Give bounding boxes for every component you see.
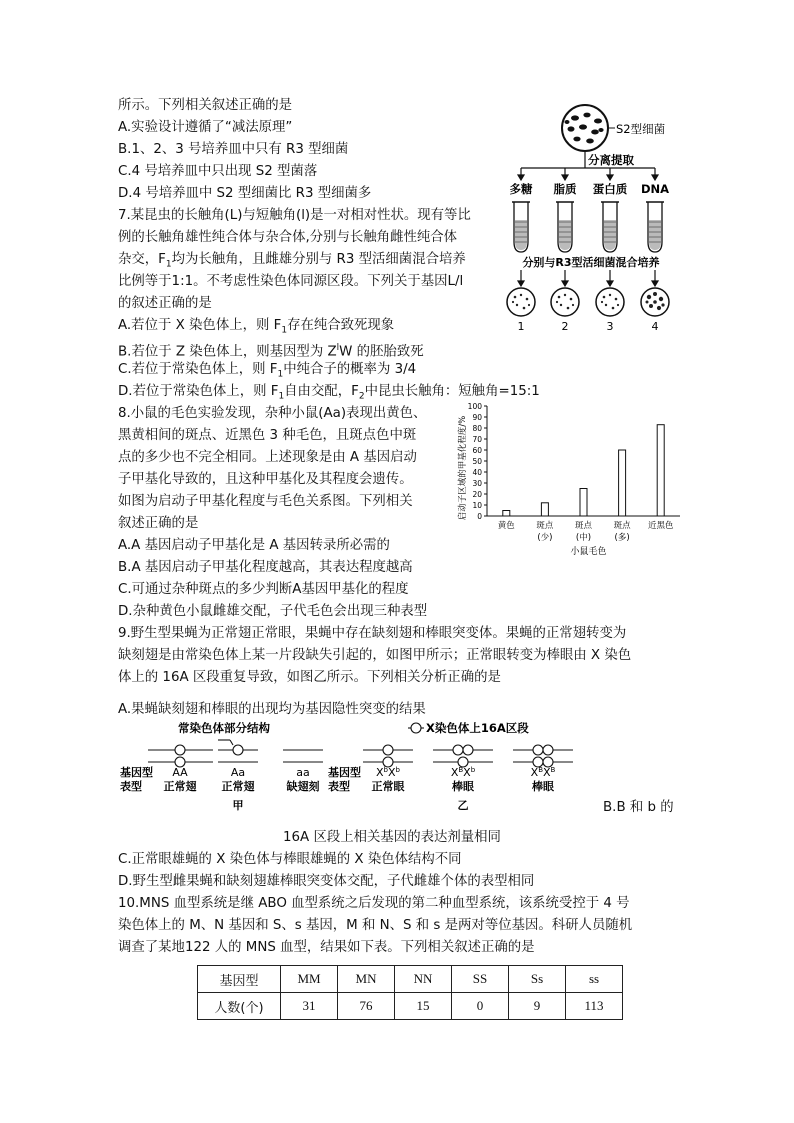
jia-genotype-3: aa xyxy=(296,766,310,779)
q9-line-3: 体上的 16A 区段重复导致，如图乙所示。下列相关分析正确的是 xyxy=(118,670,501,685)
q6-option-a: A.实验设计遵循了“减法原理” xyxy=(118,120,293,135)
y-tick-label: 60 xyxy=(472,446,482,455)
q9-line-2: 缺刻翅是由常染色体上某一片段缺失引起的，如图甲所示；正常眼转变为棒眼由 X 染色 xyxy=(118,648,632,663)
dish-number-2: 2 xyxy=(561,320,569,333)
y-tick-label: 90 xyxy=(472,413,482,422)
bar xyxy=(580,489,587,517)
component-polysaccharide: 多糖 xyxy=(509,182,533,196)
yi-genotype-3: $X^BX^B$ xyxy=(530,766,556,779)
q8-line-1: 8.小鼠的毛色实验发现，杂种小鼠(Aa)表现出黄色、 xyxy=(118,406,427,421)
component-protein: 蛋白质 xyxy=(592,182,628,196)
jia-phenotype-3: 缺翅刻 xyxy=(286,780,320,793)
q7-line-5: 的叙述正确的是 xyxy=(118,296,212,311)
figure-label-jia: 甲 xyxy=(232,799,244,812)
component-dna: DNA xyxy=(640,182,670,196)
jia-genotype-2: Aa xyxy=(230,766,246,779)
x-tick-label: 斑点 xyxy=(613,521,631,531)
petri-dishes xyxy=(507,288,669,316)
y-tick-label: 10 xyxy=(472,501,482,510)
table-header-cell: MN xyxy=(338,966,395,993)
x-tick-sublabel: (中) xyxy=(575,533,592,543)
q9-option-c: C.正常眼雄蝇的 X 染色体与棒眼雄蝇的 X 染色体结构不同 xyxy=(118,852,462,867)
y-tick-label: 50 xyxy=(472,457,482,466)
x-tick-label: 黄色 xyxy=(497,521,515,531)
yi-phenotype-1: 正常眼 xyxy=(371,780,405,793)
yi-genotype-2: $X^BX^b$ xyxy=(450,766,476,779)
x-tick-label: 斑点 xyxy=(574,521,593,531)
table-header-cell: MM xyxy=(281,966,338,993)
q8-line-4: 子甲基化导致的，且这种甲基化及其程度会遗传。 xyxy=(118,472,413,487)
y-tick-label: 0 xyxy=(477,512,482,521)
q9-option-b-start: B.B 和 b 的 xyxy=(603,800,674,815)
q6-stem-end: 所示。下列相关叙述正确的是 xyxy=(118,98,293,113)
q8-line-3: 点的多少也不完全相同。上述现象是由 A 基因启动 xyxy=(118,450,417,465)
q8-line-5: 如图为启动子甲基化程度与毛色关系图。下列相关 xyxy=(118,494,413,509)
table-header-cell: ss xyxy=(566,966,623,993)
dish-number-3: 3 xyxy=(606,320,614,333)
s2-cell-label: S2型细菌 xyxy=(616,122,666,136)
table-header-cell: Ss xyxy=(509,966,566,993)
component-lipid: 脂质 xyxy=(553,182,577,196)
bar xyxy=(619,450,626,516)
chromosome-figure xyxy=(118,712,598,814)
q8-option-b: B.A 基因启动子甲基化程度越高，其表达程度越高 xyxy=(118,560,413,575)
q9-option-d: D.野生型雌果蝇和缺刻翅雄棒眼突变体交配，子代雌雄个体的表型相同 xyxy=(118,874,535,889)
x-tick-label: 近黑色 xyxy=(647,521,674,531)
table-cell: 15 xyxy=(395,993,452,1020)
yi-phenotype-3: 棒眼 xyxy=(532,780,554,793)
q9-option-a: A.果蝇缺刻翅和棒眼的出现均为基因隐性突变的结果 xyxy=(118,702,426,717)
mns-blood-type-table xyxy=(197,965,623,1020)
table-cell: 0 xyxy=(452,993,509,1020)
figure-jia-title: 常染色体部分结构 xyxy=(178,721,270,735)
q7-line-4: 比例等于1:1。不考虑性染色体同源区段。下列关于基因L/l xyxy=(118,274,464,289)
y-tick-label: 30 xyxy=(472,479,482,488)
bacteria-experiment-figure xyxy=(505,102,685,334)
x-tick-sublabel: (多) xyxy=(614,533,630,543)
table-cell: 113 xyxy=(566,993,623,1020)
bar xyxy=(657,425,664,516)
x-tick-sublabel: (少) xyxy=(537,533,553,543)
extract-label: 分离提取 xyxy=(588,153,634,167)
y-tick-label: 40 xyxy=(472,468,482,477)
mix-culture-label: 分别与R3型活细菌混合培养 xyxy=(522,256,660,269)
x-axis-label: 小鼠毛色 xyxy=(570,547,607,557)
q7-line-1: 7.某昆虫的长触角(L)与短触角(l)是一对相对性状。现有等比 xyxy=(118,208,471,223)
figure-label-yi: 乙 xyxy=(457,799,469,812)
q7-option-d: D.若位于常染色体上，则 $F_1$自由交配，$F_2$中昆虫长触角：短触角=15:1 xyxy=(118,384,540,402)
bar xyxy=(503,511,510,517)
q8-option-a: A.A 基因启动子甲基化是 A 基因转录所必需的 xyxy=(118,538,390,553)
x-tick-label: 斑点 xyxy=(536,521,554,531)
y-axis-label: 启动子区域的甲基化程度/% xyxy=(458,415,468,521)
dish-number-1: 1 xyxy=(517,320,525,333)
y-tick-label: 80 xyxy=(472,424,482,433)
yi-phenotype-2: 棒眼 xyxy=(452,780,474,793)
bar xyxy=(541,503,548,516)
table-row xyxy=(198,993,623,1020)
jia-genotype-1: AA xyxy=(172,766,188,779)
q6-option-b: B.1、2、3 号培养皿中只有 R3 型细菌 xyxy=(118,142,349,157)
q9-option-b-continued: 16A 区段上相关基因的表达剂量相同 xyxy=(283,830,501,845)
yi-genotype-1: $X^bX^b$ xyxy=(376,766,400,779)
figure-yi-title: X染色体上16A区段 xyxy=(426,721,529,735)
q8-line-2: 黑黄相间的斑点、近黑色 3 种毛色，且斑点色中斑 xyxy=(118,428,417,443)
q8-line-6: 叙述正确的是 xyxy=(118,516,199,531)
jia-genotype-row-label: 基因型 xyxy=(120,766,153,779)
table-cell: 人数(个) xyxy=(198,993,281,1020)
q6-option-d: D.4 号培养皿中 S2 型细菌比 R3 型细菌多 xyxy=(118,186,372,201)
table-header-row xyxy=(198,966,623,993)
q7-line-2: 例的长触角雄性纯合体与杂合体,分别与长触角雌性纯合体 xyxy=(118,230,458,245)
q7-option-a: A.若位于 X 染色体上，则 $F_1$存在纯合致死现象 xyxy=(118,318,395,336)
table-cell: 31 xyxy=(281,993,338,1020)
q9-line-1: 9.野生型果蝇为正常翅正常眼，果蝇中存在缺刻翅和棒眼突变体。果蝇的正常翅转变为 xyxy=(118,626,627,641)
yi-genotype-row-label: 基因型 xyxy=(328,766,361,779)
jia-phenotype-1: 正常翅 xyxy=(163,780,197,793)
table-header-cell: NN xyxy=(395,966,452,993)
jia-phenotype-row-label: 表型 xyxy=(120,780,142,793)
q8-option-d: D.杂种黄色小鼠雌雄交配，子代毛色会出现三种表型 xyxy=(118,604,428,619)
yi-phenotype-row-label: 表型 xyxy=(328,780,350,793)
q7-option-c: C.若位于常染色体上，则 $F_1$中纯合子的概率为 3/4 xyxy=(118,362,417,380)
y-tick-label: 70 xyxy=(472,435,482,444)
jia-phenotype-2: 正常翅 xyxy=(221,780,255,793)
methylation-bar-chart xyxy=(455,398,690,560)
q10-line-2: 染色体上的 M、N 基因和 S、s 基因，M 和 N、S 和 s 是两对等位基因。科研人员随机 xyxy=(118,918,633,933)
table-cell: 9 xyxy=(509,993,566,1020)
q8-option-c: C.可通过杂种斑点的多少判断A基因甲基化的程度 xyxy=(118,582,409,597)
table-cell: 76 xyxy=(338,993,395,1020)
q7-option-b: B.若位于 Z 染色体上，则基因型为 $Z^lW$ 的胚胎致死 xyxy=(118,343,424,360)
y-tick-label: 100 xyxy=(467,402,482,411)
y-tick-label: 20 xyxy=(472,490,482,499)
q10-line-1: 10.MNS 血型系统是继 ABO 血型系统之后发现的第二种血型系统，该系统受控于 4 号 xyxy=(118,896,630,911)
q6-option-c: C.4 号培养皿中只出现 S2 型菌落 xyxy=(118,164,318,179)
table-header-cell: 基因型 xyxy=(198,966,281,993)
q7-line-3: 杂交，$F_1$均为长触角，且雌雄分别与 R3 型活细菌混合培养 xyxy=(118,252,466,270)
dish-number-4: 4 xyxy=(651,320,659,333)
test-tubes xyxy=(512,202,664,252)
q10-line-3: 调查了某地122 人的 MNS 血型，结果如下表。下列相关叙述正确的是 xyxy=(118,940,535,955)
table-header-cell: SS xyxy=(452,966,509,993)
